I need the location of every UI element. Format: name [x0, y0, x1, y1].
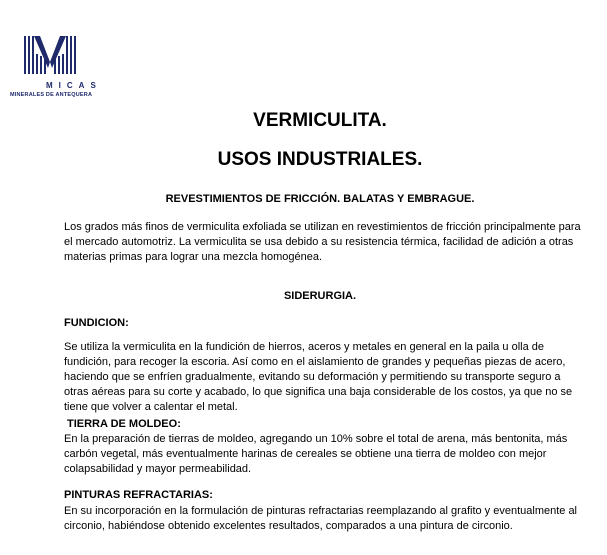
- page-subtitle: USOS INDUSTRIALES.: [217, 149, 423, 170]
- subheading-pinturas-refractarias: PINTURAS REFRACTARIAS:: [64, 489, 213, 501]
- text-tierra-de-moldeo: En la preparación de tierras de moldeo, agregando un 10% sobre el total de arena, más bentonita, más carbón vegetal, más eventualmente harinas de cereales se obtiene una tierra de moldeo con mejor colapsabilidad y mayor permeabilidad.: [64, 433, 568, 475]
- text-pinturas-refractarias: En su incorporación en la formulación de pinturas refractarias reemplazando al grafito y eventualmente al circonio, habiéndose obtenido excelentes resultados, comparados a una pintura de circonio.: [64, 505, 578, 532]
- logo-tagline: MINERALES DE ANTEQUERA: [10, 92, 93, 98]
- section-text-friccion: Los grados más finos de vermiculita exfoliada se utilizan en revestimientos de fricción principalmente para el mercado automotriz. La vermiculita se usa debido a su resistencia térmica, facilidad de adición a otras materias primas para lograr una mezcla homogénea.: [64, 221, 581, 263]
- company-logo: [10, 34, 110, 106]
- subheading-fundicion: FUNDICION:: [64, 317, 129, 329]
- section-heading-siderurgia: SIDERURGIA.: [283, 290, 357, 302]
- section-heading-friccion: REVESTIMIENTOS DE FRICCIÓN. BALATAS Y EMBRAGUE.: [165, 193, 475, 205]
- subheading-tierra-de-moldeo: TIERRA DE MOLDEO:: [67, 418, 181, 430]
- logo-brand-text: MICAS: [46, 81, 102, 90]
- text-fundicion: Se utiliza la vermiculita en la fundición de hierros, aceros y metales en general en la paila u olla de fundición, para recoger la escoria. Así como en el aislamiento de grandes y pequeñas piezas de acero, haciendo que se enfríen gradualmente, evitando su deformación y permitiendo su transporte seguro a otras aéreas para su corte y acabado, lo que significa una baja considerable de los costos, ya que no se tiene que volver a calentar el metal.: [64, 341, 573, 413]
- page-title: VERMICULITA.: [253, 110, 387, 131]
- micas-logo-mark-icon: [20, 34, 82, 80]
